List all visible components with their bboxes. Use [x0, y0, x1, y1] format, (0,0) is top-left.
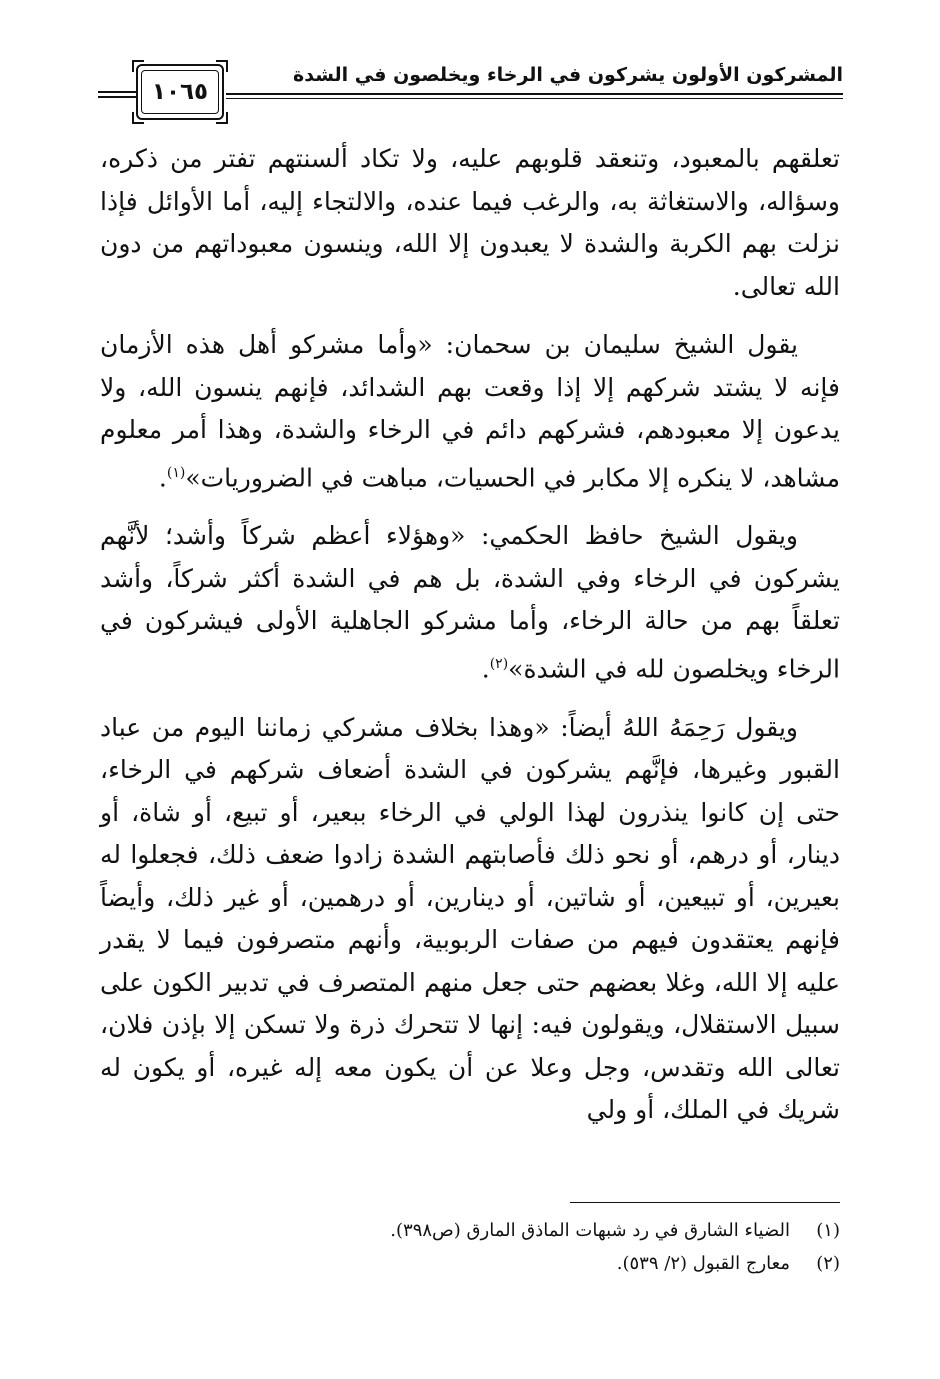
footnote-text: الضياء الشارق في رد شبهات الماذق المارق (ص٣٩٨).	[390, 1220, 790, 1241]
footnote-separator	[570, 1202, 840, 1203]
footnote-text: معارج القبول (٢/ ٥٣٩).	[616, 1253, 790, 1274]
main-text	[100, 138, 840, 1148]
footnote-ref: (٢)	[489, 655, 509, 672]
page-header	[98, 56, 843, 126]
header-side-rules	[98, 91, 136, 101]
header-rule-thin	[226, 98, 843, 99]
paragraph-1: تعلقهم بالمعبود، وتنعقد قلوبهم عليه، ولا تكاد ألسنتهم تفتر من ذكره، وسؤاله، والاستغاثة به، والرغب فيما عنده، والالتجاء إليه، أما الأوائل فإذا نزلت بهم الكربة والشدة لا يعبدون إلا الله، وينسون معبوداتهم من دون الله تعالى.	[100, 144, 840, 301]
footnote-number: (٢)	[816, 1253, 840, 1274]
header-rule	[226, 93, 843, 95]
footnote-2	[100, 1247, 840, 1280]
footnote-ref: (١)	[166, 464, 186, 481]
footnote-1	[100, 1214, 840, 1247]
running-title: المشركون الأولون يشركون في الرخاء ويخلصون في الشدة	[293, 64, 843, 86]
paragraph-4: ويقول رَحِمَهُ اللهُ أيضاً: «وهذا بخلاف مشركي زماننا اليوم من عباد القبور وغيرها، فإنَّهم يشركون في الشدة أضعاف شركهم في الرخاء، حتى إن كانوا ينذرون لهذا الولي في الرخاء ببعير، أو تبيع، أو شاة، أو دينار، أو درهم، أو نحو ذلك فأصابتهم الشدة زادوا ضعف ذلك، فجعلوا له بعيرين، أو تبيعين، أو شاتين، أو دينارين، أو درهمين، أو غير ذلك، وأيضاً فإنهم يعتقدون فيهم من صفات الربوبية، وأنهم متصرفون فيما لا يقدر عليه إلا الله، وغلا بعضهم حتى جعل منهم المتصرف في تدبير الكون على سبيل الاستقلال، ويقولون فيه: إنها لا تتحرك ذرة ولا تسكن إلا بإذن فلان، تعالى الله وتقدس، وجل وعلا عن أن يكون معه إله غيره، أو يكون له شريك في الملك، أو ولي	[100, 712, 840, 1125]
paragraph-3: ويقول الشيخ حافظ الحكمي: «وهؤلاء أعظم شركاً وأشد؛ لأنَّهم يشركون في الرخاء وفي الشدة، بل هم في الشدة أكثر شركاً، وأشد تعلقاً بهم من حالة الرخاء، وأما مشركو الجاهلية الأولى فيشركون في الرخاء ويخلصون لله في الشدة»$^{(٢)}$.	[100, 521, 840, 684]
paragraph-2: يقول الشيخ سليمان بن سحمان: «وأما مشركو أهل هذه الأزمان فإنه لا يشتد شركهم إلا إذا وقعت بهم الشدائد، فإنهم ينسون الله، ولا يدعون إلا معبودهم، فشركهم دائم في الرخاء والشدة، وهذا أمر معلوم مشاهد، لا ينكره إلا مكابر في الحسيات، مباهت في الضروريات»$^{(١)}$.	[100, 330, 840, 492]
footnote-number: (١)	[816, 1220, 840, 1241]
page-number: ١٠٦٥	[141, 70, 219, 114]
page-number-frame	[136, 64, 224, 120]
footnotes	[100, 1214, 840, 1280]
